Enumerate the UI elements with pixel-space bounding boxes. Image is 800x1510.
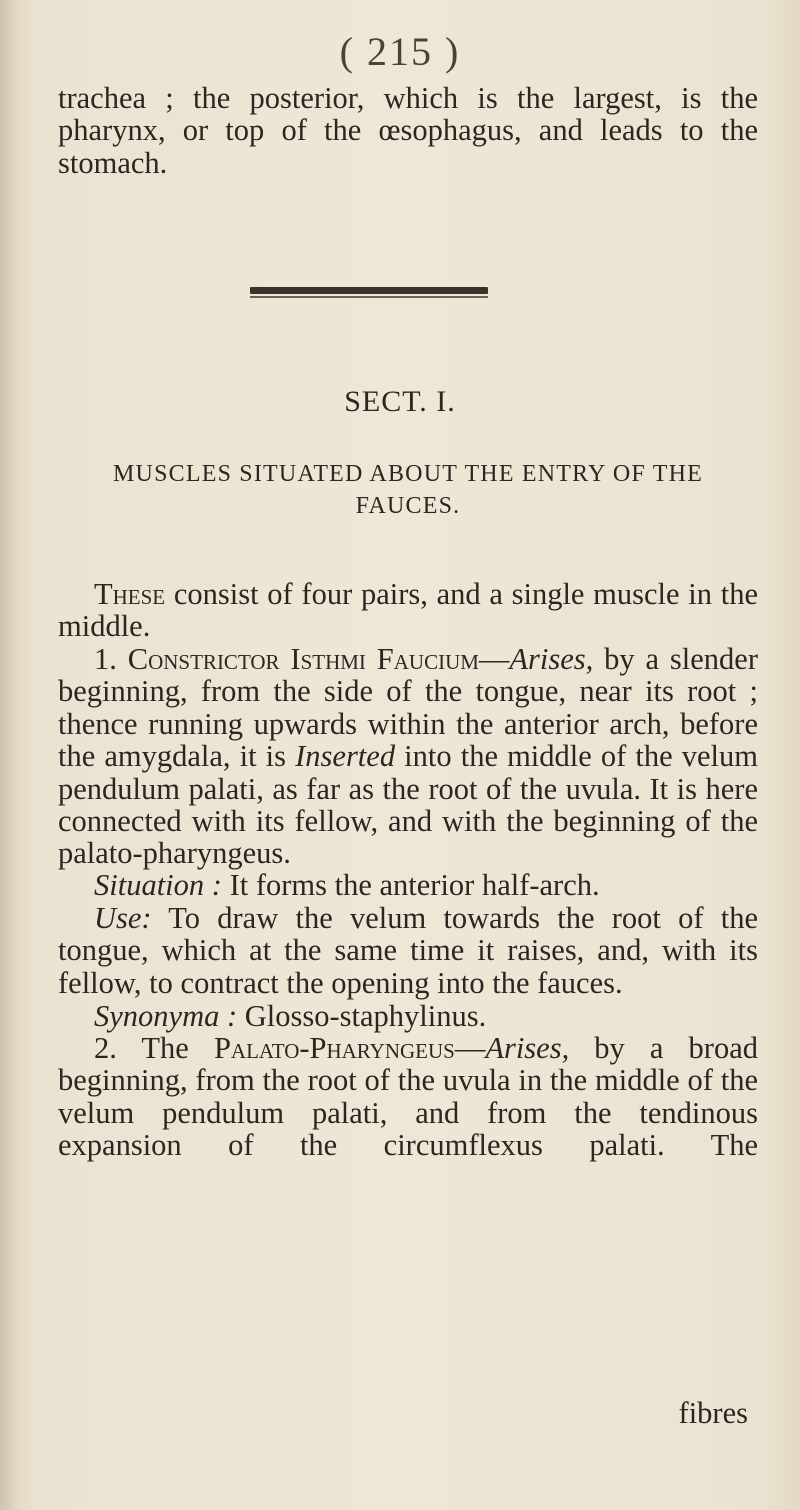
- situation-text: It forms the anterior half-arch.: [221, 868, 600, 902]
- muscle2-text1: by a broad beginning, from the root of the uvula in the middle of the velum pendulum palati, and from the tendinous expansion of the circumflexus palati. The: [58, 1031, 758, 1163]
- muscle2-arises: Arises,: [485, 1031, 570, 1065]
- page-spine-shadow: [0, 0, 18, 1510]
- muscle1-text1: by a slender beginning, from the side of the tongue, near its root ; thence running upwards within the anterior arch, before the amygdala, it is: [58, 642, 759, 774]
- use-label: Use:: [94, 901, 152, 935]
- muscle1-situation: [58, 869, 758, 901]
- intro-paragraph: trachea ; the posterior, which is the largest, is the pharynx, or top of the œsophagus, and leads to the stomach.: [58, 81, 758, 180]
- muscle1-inserted: Inserted: [295, 739, 396, 774]
- drop-lead-word: These: [94, 577, 166, 611]
- intro-muscles-paragraph: [58, 578, 758, 643]
- muscle2-dash: —: [454, 1031, 486, 1065]
- muscle1-name: Constrictor Isthmi Faucium: [127, 642, 479, 676]
- situation-label: Situation :: [94, 868, 222, 902]
- section-heading-line1: MUSCLES SITUATED ABOUT THE ENTRY OF THE: [113, 461, 703, 487]
- muscle1-use: [58, 902, 758, 999]
- catchword: fibres: [678, 1396, 748, 1430]
- synonyma-label: Synonyma :: [94, 999, 238, 1033]
- section-heading-line2: FAUCES.: [355, 493, 461, 519]
- intro-muscles-text: consist of four pairs, and a single muscle in the middle.: [58, 577, 758, 644]
- muscle1-text2: into the middle of the velum pendulum palati, as far as the root of the uvula. It is here connected with its fellow, and with the beginning of the palato-pharyngeus.: [58, 739, 758, 871]
- muscle2-name: Palato-Pharyngeus: [213, 1031, 455, 1065]
- muscle1-synonyma: [58, 1000, 758, 1032]
- page-number: ( 215 ): [339, 29, 461, 74]
- muscle1-number: 1.: [94, 642, 128, 676]
- section-label: SECT. I.: [344, 385, 456, 418]
- muscle1-paragraph: [58, 643, 758, 870]
- muscle2-number: 2. The: [94, 1031, 214, 1065]
- synonyma-text: Glosso-staphylinus.: [237, 999, 487, 1033]
- muscle2-paragraph: [58, 1032, 758, 1162]
- use-text: To draw the velum towards the root of the tongue, which at the same time it raises, and, with its fellow, to contract the opening into the fauces.: [58, 901, 758, 1000]
- muscle1-dash: —: [478, 642, 510, 676]
- section-rule: [250, 287, 488, 294]
- section-heading: [48, 458, 768, 522]
- muscle1-arises: Arises,: [509, 642, 594, 676]
